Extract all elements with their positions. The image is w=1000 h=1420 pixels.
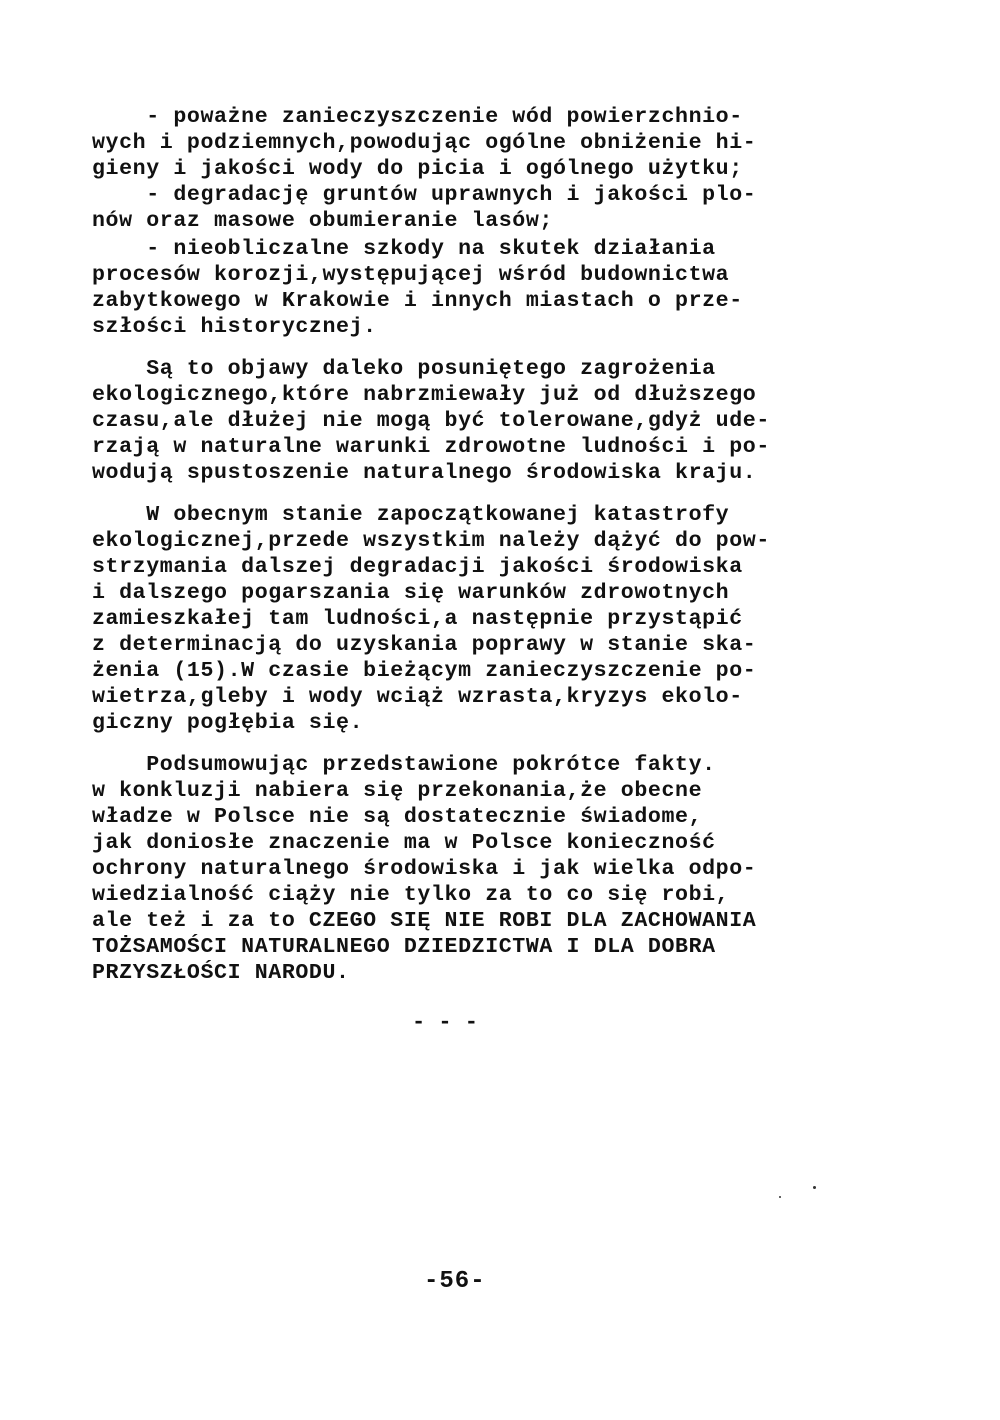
- text-line: TOŻSAMOŚCI NATURALNEGO DZIEDZICTWA I DLA DOBRA: [92, 935, 716, 959]
- text-line: W obecnym stanie zapoczątkowanej katastrofy: [92, 503, 730, 527]
- text-line: ale też i za to CZEGO SIĘ NIE ROBI DLA ZACHOWANIA: [92, 909, 757, 933]
- text-line: w konkluzji nabiera się przekonania,że obecne: [92, 779, 703, 803]
- text-line: PRZYSZŁOŚCI NARODU.: [92, 961, 350, 985]
- text-line: wiedzialność ciąży nie tylko za to co się robi,: [92, 883, 730, 907]
- text-line: - poważne zanieczyszczenie wód powierzchnio-: [92, 105, 743, 129]
- text-line: szłości historycznej.: [92, 315, 377, 339]
- text-line: z determinacją do uzyskania poprawy w stanie ska-: [92, 633, 757, 657]
- text-line: strzymania dalszej degradacji jakości środowiska: [92, 555, 743, 579]
- text-line: - degradację gruntów uprawnych i jakości plo-: [92, 183, 757, 207]
- text-line: wodują spustoszenie naturalnego środowiska kraju.: [92, 461, 757, 485]
- text-line: zamieszkałej tam ludności,a następnie przystąpić: [92, 607, 743, 631]
- text-line: procesów korozji,występującej wśród budownictwa: [92, 263, 730, 287]
- text-line: Podsumowując przedstawione pokrótce fakty.: [92, 753, 716, 777]
- text-line: i dalszego pogarszania się warunków zdrowotnych: [92, 581, 730, 605]
- text-line: wietrza,gleby i wody wciąż wzrasta,kryzys ekolo-: [92, 685, 743, 709]
- text-line: nów oraz masowe obumieranie lasów;: [92, 209, 553, 233]
- section-separator: - - -: [412, 1010, 479, 1035]
- scan-speck: [813, 1186, 816, 1189]
- text-line: ekologicznej,przede wszystkim należy dążyć do pow-: [92, 529, 770, 553]
- text-line: gieny i jakości wody do picia i ogólnego użytku;: [92, 157, 743, 181]
- text-line: wych i podziemnych,powodując ogólne obniżenie hi-: [92, 131, 757, 155]
- text-line: jak doniosłe znaczenie ma w Polsce konieczność: [92, 831, 716, 855]
- text-line: czasu,ale dłużej nie mogą być tolerowane,gdyż ude-: [92, 409, 770, 433]
- page-number: -56-: [424, 1268, 486, 1295]
- text-line: zabytkowego w Krakowie i innych miastach o prze-: [92, 289, 743, 313]
- text-line: ekologicznego,które nabrzmiewały już od dłuższego: [92, 383, 757, 407]
- text-line: giczny pogłębia się.: [92, 711, 364, 735]
- text-line: rzają w naturalne warunki zdrowotne ludności i po-: [92, 435, 770, 459]
- text-line: Są to objawy daleko posuniętego zagrożenia: [92, 357, 716, 381]
- text-line: ochrony naturalnego środowiska i jak wielka odpo-: [92, 857, 757, 881]
- scan-speck: [779, 1196, 781, 1198]
- text-line: żenia (15).W czasie bieżącym zanieczyszczenie po-: [92, 659, 757, 683]
- text-line: władze w Polsce nie są dostatecznie świadome,: [92, 805, 703, 829]
- text-line: - nieobliczalne szkody na skutek działania: [92, 237, 716, 261]
